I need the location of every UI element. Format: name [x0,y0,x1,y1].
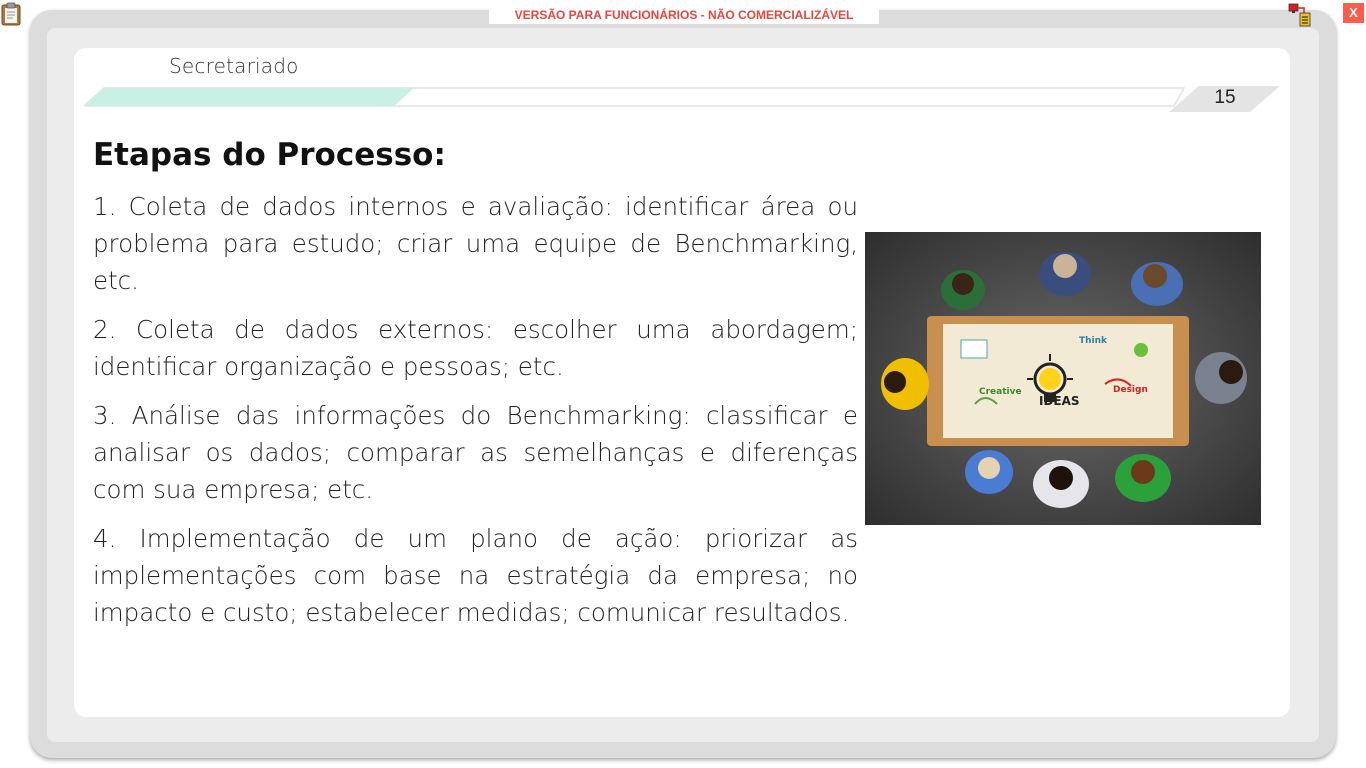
photo-label-think: Think [1079,336,1108,346]
step-2: 2. Coleta de dados externos: escolher uma abordagem; identificar organização e pessoas; etc. [93,315,858,381]
photo-label-creative: Creative [979,387,1022,397]
network-icon[interactable] [1288,3,1314,27]
close-icon: X [1349,5,1358,20]
page-number: 15 [1214,87,1236,108]
process-steps [93,188,858,643]
photo-label-ideas: IDEAS [1039,394,1080,408]
header-band [84,86,1284,116]
step-3: 3. Análise das informações do Benchmarking: classificar e analisar os dados; comparar as semelhanças e diferenças com sua empresa; etc. [93,401,858,504]
team-ideas-photo [865,232,1261,525]
step-1: 1. Coleta de dados internos e avaliação: identificar área ou problema para estudo; criar uma equipe de Benchmarking, etc. [93,192,858,295]
clipboard-icon[interactable] [1,2,21,26]
page-heading: Etapas do Processo: [93,137,446,173]
watermark-banner: VERSÃO PARA FUNCIONÁRIOS - NÃO COMERCIALIZÁVEL [489,6,879,24]
close-button[interactable] [1343,3,1364,23]
photo-label-design: Design [1113,385,1148,395]
step-4: 4. Implementação de um plano de ação: priorizar as implementações com base na estratégia da empresa; no impacto e custo; estabelecer medidas; comunicar resultados. [93,524,858,627]
section-title: Secretariado [169,54,299,78]
